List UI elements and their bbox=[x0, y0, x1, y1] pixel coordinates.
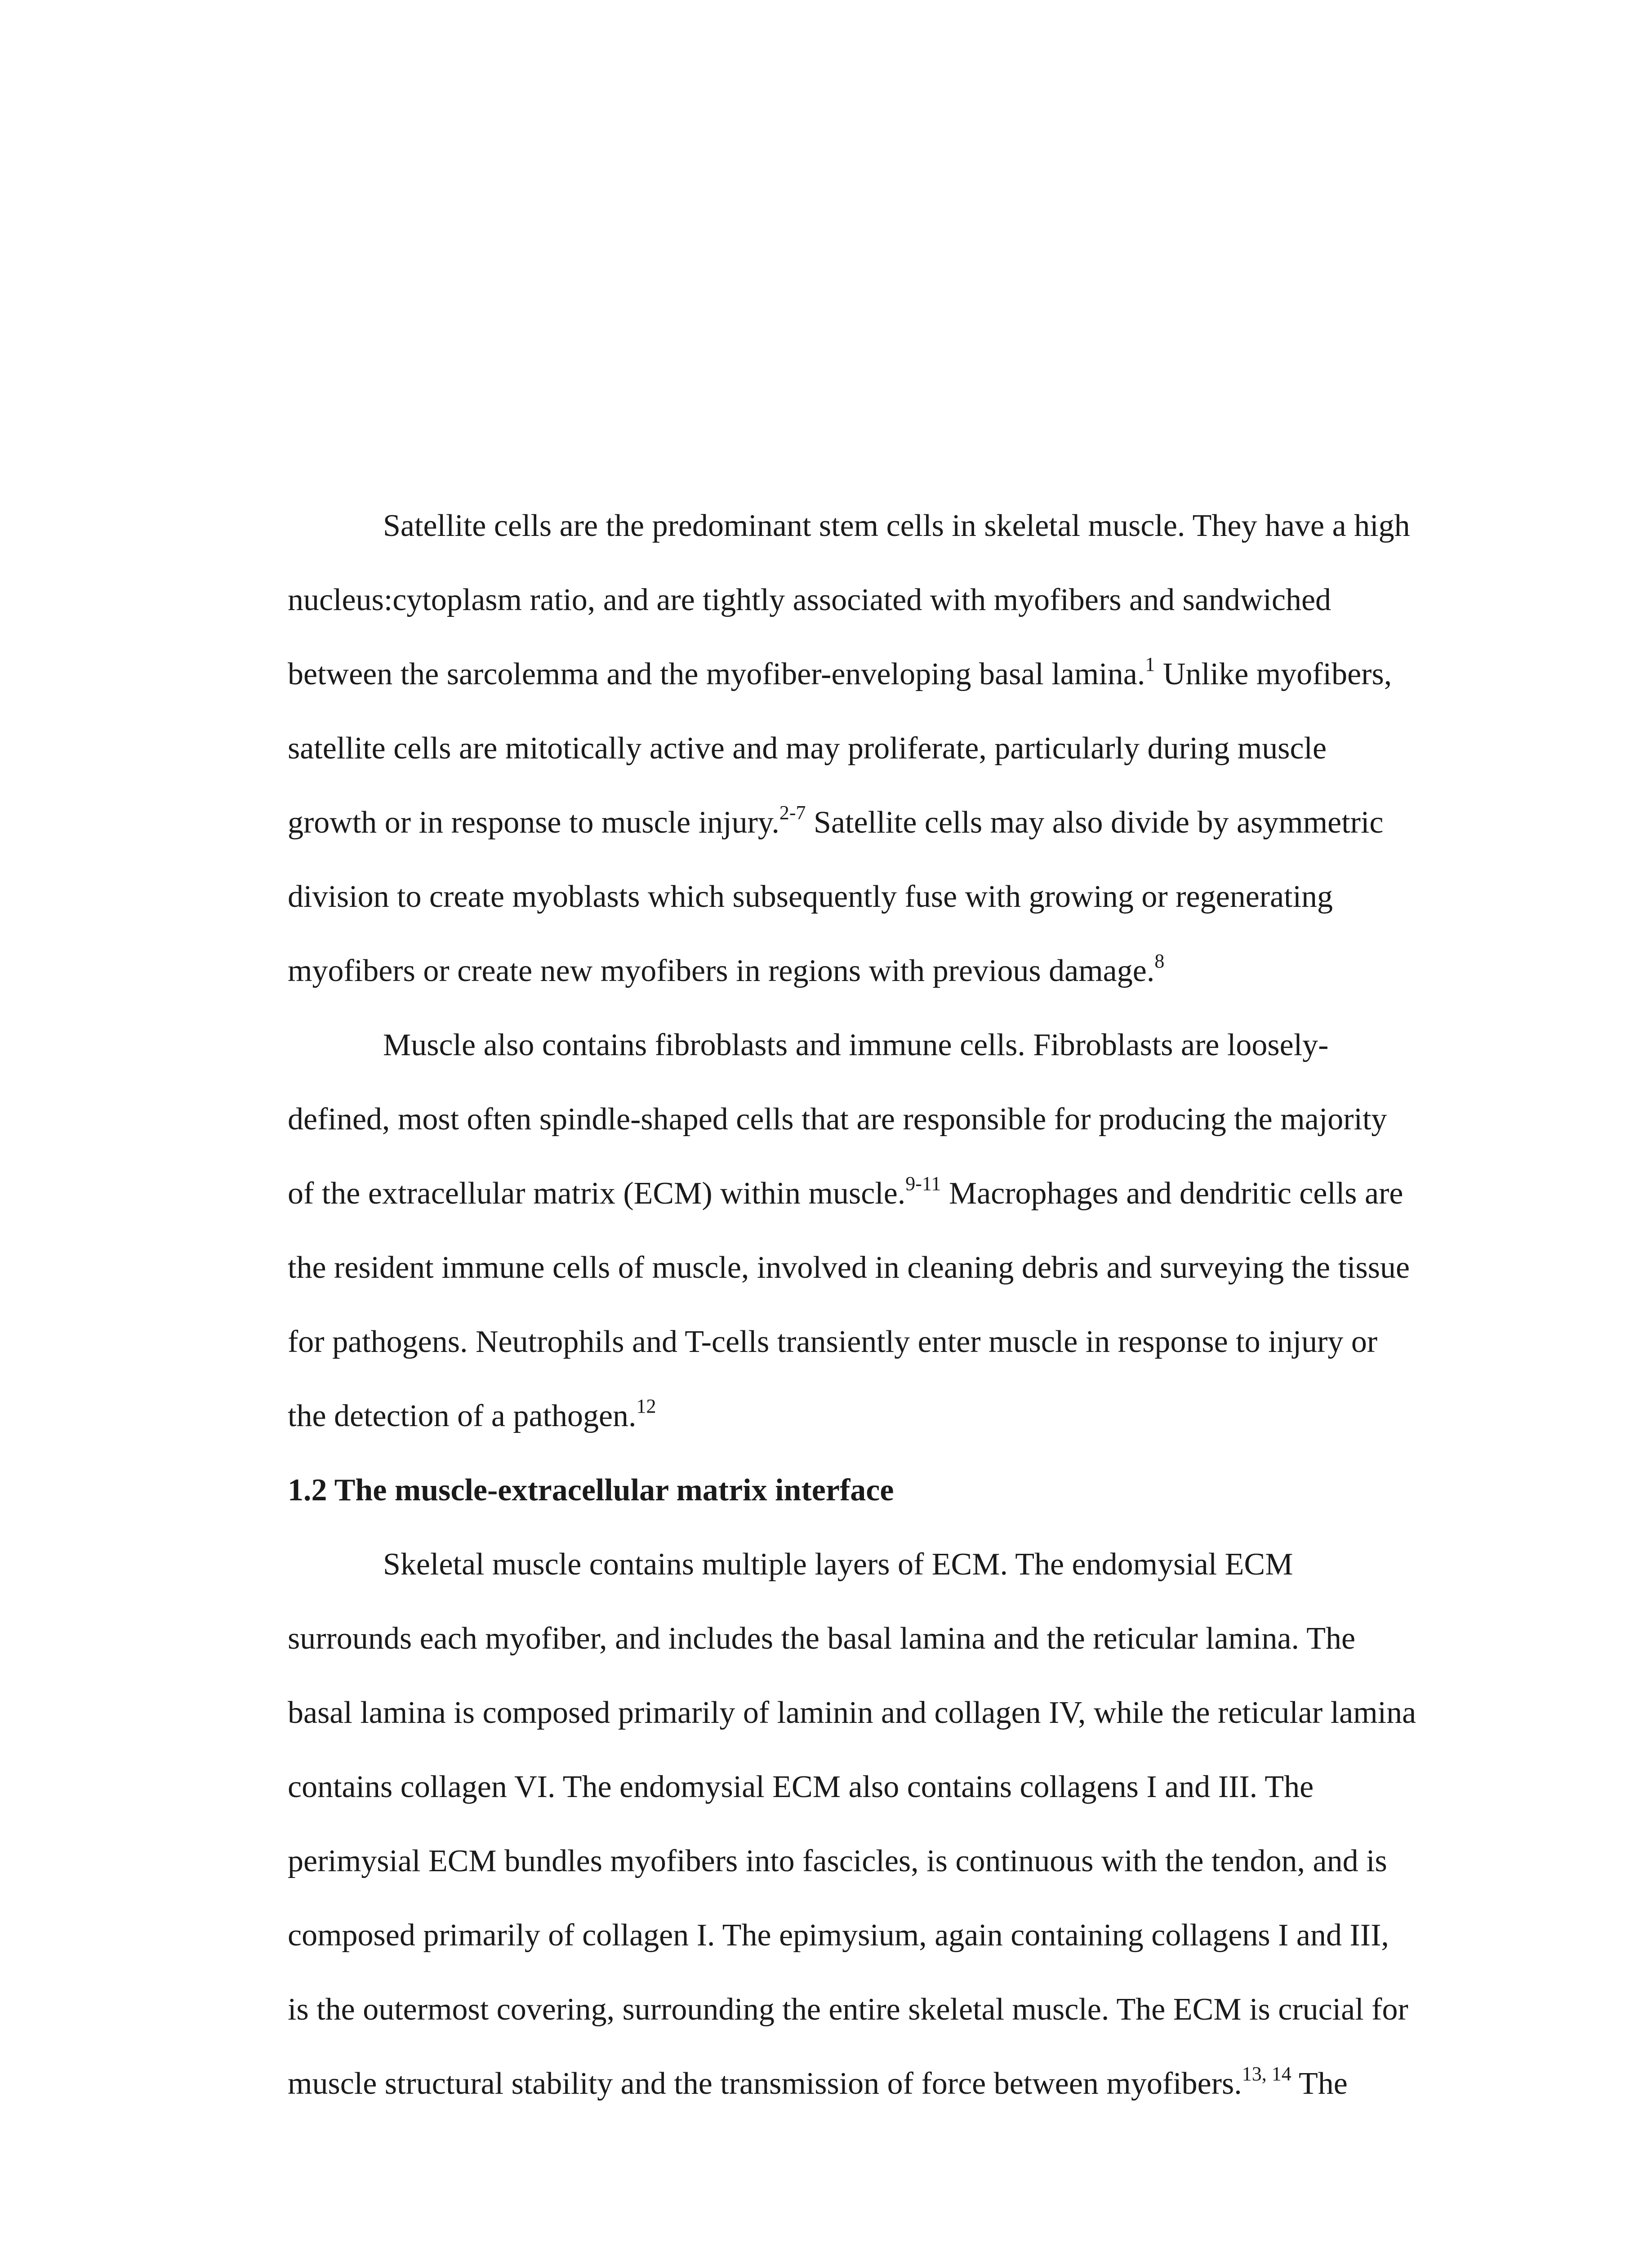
citation-superscript: 12 bbox=[636, 1395, 656, 1417]
text-line: of the extracellular matrix (ECM) within muscle.$^{9-11}$ Macrophages and dendritic cells are bbox=[288, 1173, 1403, 1211]
text-line: the detection of a pathogen.$^{12}$ bbox=[288, 1395, 656, 1433]
text-line: the resident immune cells of muscle, involved in cleaning debris and surveying the tissue bbox=[288, 1250, 1410, 1285]
text-line: division to create myoblasts which subsequently fuse with growing or regenerating bbox=[288, 879, 1333, 914]
text-line: composed primarily of collagen I. The epimysium, again containing collagens I and III, bbox=[288, 1918, 1389, 1953]
text-line: between the sarcolemma and the myofiber-enveloping basal lamina.$^1$ Unlike myofibers, bbox=[288, 653, 1392, 691]
text-line: growth or in response to muscle injury.$^{2-7}$ Satellite cells may also divide by asymmetric bbox=[288, 802, 1384, 840]
text-line: Skeletal muscle contains multiple layers of ECM. The endomysial ECM bbox=[383, 1547, 1293, 1582]
citation-superscript: 9-11 bbox=[905, 1173, 941, 1195]
section-heading: 1.2 The muscle-extracellular matrix interface bbox=[288, 1473, 894, 1508]
text-line: surrounds each myofiber, and includes the basal lamina and the reticular lamina. The bbox=[288, 1621, 1356, 1656]
text-line: is the outermost covering, surrounding the entire skeletal muscle. The ECM is crucial for bbox=[288, 1992, 1408, 2027]
text-line: perimysial ECM bundles myofibers into fascicles, is continuous with the tendon, and is bbox=[288, 1844, 1387, 1878]
text-line: muscle structural stability and the transmission of force between myofibers.$^{13, 14}$ The bbox=[288, 2063, 1348, 2101]
text-line: satellite cells are mitotically active and may proliferate, particularly during muscle bbox=[288, 731, 1327, 766]
text-line: basal lamina is composed primarily of laminin and collagen IV, while the reticular lamina bbox=[288, 1695, 1416, 1730]
text-line: myofibers or create new myofibers in regions with previous damage.$^8$ bbox=[288, 950, 1165, 988]
text-line: Muscle also contains fibroblasts and immune cells. Fibroblasts are loosely- bbox=[383, 1028, 1329, 1062]
citation-superscript: 13, 14 bbox=[1242, 2063, 1291, 2085]
text-line: for pathogens. Neutrophils and T-cells transiently enter muscle in response to injury or bbox=[288, 1325, 1378, 1359]
citation-superscript: 1 bbox=[1145, 653, 1155, 675]
text-line: defined, most often spindle-shaped cells that are responsible for producing the majority bbox=[288, 1102, 1387, 1137]
citation-superscript: 8 bbox=[1154, 950, 1165, 972]
citation-superscript: 2-7 bbox=[779, 802, 806, 824]
text-line: contains collagen VI. The endomysial ECM also contains collagens I and III. The bbox=[288, 1770, 1314, 1804]
text-line: nucleus:cytoplasm ratio, and are tightly associated with myofibers and sandwiched bbox=[288, 583, 1331, 617]
text-line: Satellite cells are the predominant stem cells in skeletal muscle. They have a high bbox=[383, 508, 1410, 543]
